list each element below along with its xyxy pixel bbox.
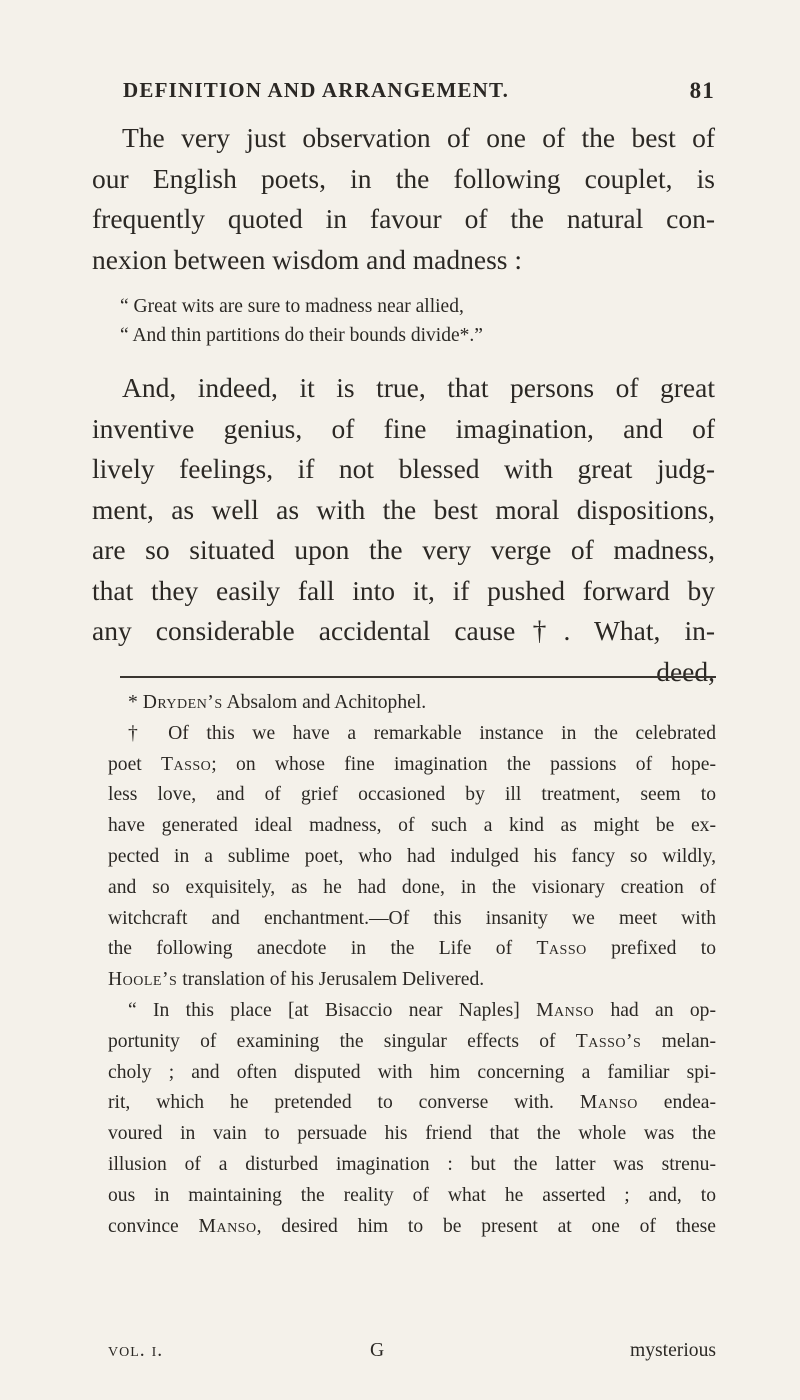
footnote-rule: [120, 676, 716, 678]
catchword: mysterious: [630, 1340, 716, 1361]
footnote-text: ; on whose fine imagination the passions of hope-: [211, 753, 716, 775]
footnote-tasso-line: have generated ideal madness, of such a kind as might be ex-: [108, 815, 716, 837]
author-name: Tasso: [536, 938, 587, 960]
author-name: Manso: [579, 1092, 638, 1114]
page-footer: [108, 1340, 716, 1370]
text-line: lively feelings, if not blessed with great judg-: [92, 453, 715, 484]
volume-label: vol. i.: [108, 1340, 164, 1361]
text-line: frequently quoted in favour of the natural con-: [92, 203, 715, 234]
footnote-tasso-line: and so exquisitely, as he had done, in the visionary creation of: [108, 876, 716, 898]
footnote-tasso-line: less love, and of grief occasioned by ill treatment, seem to: [108, 784, 716, 806]
text-line: that they easily fall into it, if pushed forward by: [92, 574, 715, 606]
signature-mark: G: [370, 1340, 385, 1361]
paragraph-1: [92, 118, 715, 280]
footnote-tasso-line: [108, 750, 716, 781]
footnote-text: , desired him to be present at one of these: [256, 1215, 716, 1237]
text-line: inventive genius, of fine imagination, and of: [92, 412, 715, 444]
footnote-tasso-line: [108, 1088, 716, 1119]
footnotes: [108, 688, 716, 1242]
footnote-tasso-line: pected in a sublime poet, who had indulged his fancy so wildly,: [108, 845, 716, 867]
footnote-text: melan-: [661, 1030, 716, 1052]
author-name: Manso: [198, 1215, 257, 1237]
paragraph-2: [92, 368, 715, 692]
text-line: are so situated upon the very verge of madness,: [92, 534, 715, 565]
footnote-text: poet: [108, 753, 142, 775]
footnote-text: convince: [108, 1215, 179, 1237]
running-title: DEFINITION AND ARRANGEMENT.: [123, 78, 510, 102]
verse-quotation: [120, 292, 680, 350]
author-name: Hoole’s: [108, 969, 178, 991]
footnote-text: rit, which he pretended to converse with.: [108, 1092, 554, 1114]
text-line: nexion between wisdom and madness :: [92, 243, 522, 275]
author-name: Dryden’s: [142, 692, 223, 713]
footnote-tasso-line: [108, 965, 716, 996]
footnote-tasso-line: choly ; and often disputed with him concerning a familiar spi-: [108, 1061, 716, 1083]
footnote-tasso-line: ous in maintaining the reality of what he asserted ; and, to: [108, 1184, 716, 1206]
verse-line: “ Great wits are sure to madness near allied,: [120, 296, 464, 317]
footnote-tasso-line: voured in vain to persuade his friend that the whole was the: [108, 1123, 716, 1145]
author-name: Manso: [536, 999, 595, 1021]
footnote-text: Absalom and Achitophel.: [226, 692, 427, 713]
author-name: Tasso: [161, 753, 212, 775]
text-line: ment, as well as with the best moral dispositions,: [92, 493, 715, 525]
author-name: Tasso’s: [575, 1030, 642, 1052]
footnote-marker: *: [128, 692, 138, 713]
text-line: deed,: [656, 655, 715, 687]
footnote-tasso-line: [108, 1212, 716, 1243]
footnote-text: “ In this place [at Bisaccio near Naples]: [128, 999, 520, 1021]
text-line: And, indeed, it is true, that persons of great: [122, 372, 715, 403]
footnote-text: portunity of examining the singular effects of: [108, 1030, 556, 1052]
footnote-text: had an op-: [610, 999, 716, 1021]
footnote-tasso-line: [108, 1027, 716, 1058]
footnote-tasso-line: [108, 934, 716, 965]
page-number: 81: [689, 78, 715, 103]
text-line: The very just observation of one of the best of: [122, 122, 715, 153]
footnote-tasso-line: [108, 996, 716, 1027]
footnote-text: Of this we have a remarkable instance in the celebrated: [168, 722, 716, 744]
footnote-text: endea-: [663, 1092, 716, 1114]
running-header: [95, 78, 715, 108]
footnote-text: the following anecdote in the Life of: [108, 938, 513, 960]
footnote-tasso-line: witchcraft and enchantment.—Of this insanity we meet with: [108, 907, 716, 929]
text-line: our English poets, in the following couplet, is: [92, 162, 715, 194]
footnote-marker: †: [128, 722, 151, 744]
verse-line: “ And thin partitions do their bounds divide*.”: [120, 325, 483, 346]
footnote-tasso-line: illusion of a disturbed imagination : but the latter was strenu-: [108, 1153, 716, 1175]
footnote-tasso-line: [108, 719, 716, 750]
footnote-text: prefixed to: [611, 938, 716, 960]
footnote-text: translation of his Jerusalem Delivered.: [182, 969, 485, 991]
text-line: any considerable accidental cause†. What, in-: [92, 615, 715, 646]
footnote-dryden: [108, 688, 716, 719]
